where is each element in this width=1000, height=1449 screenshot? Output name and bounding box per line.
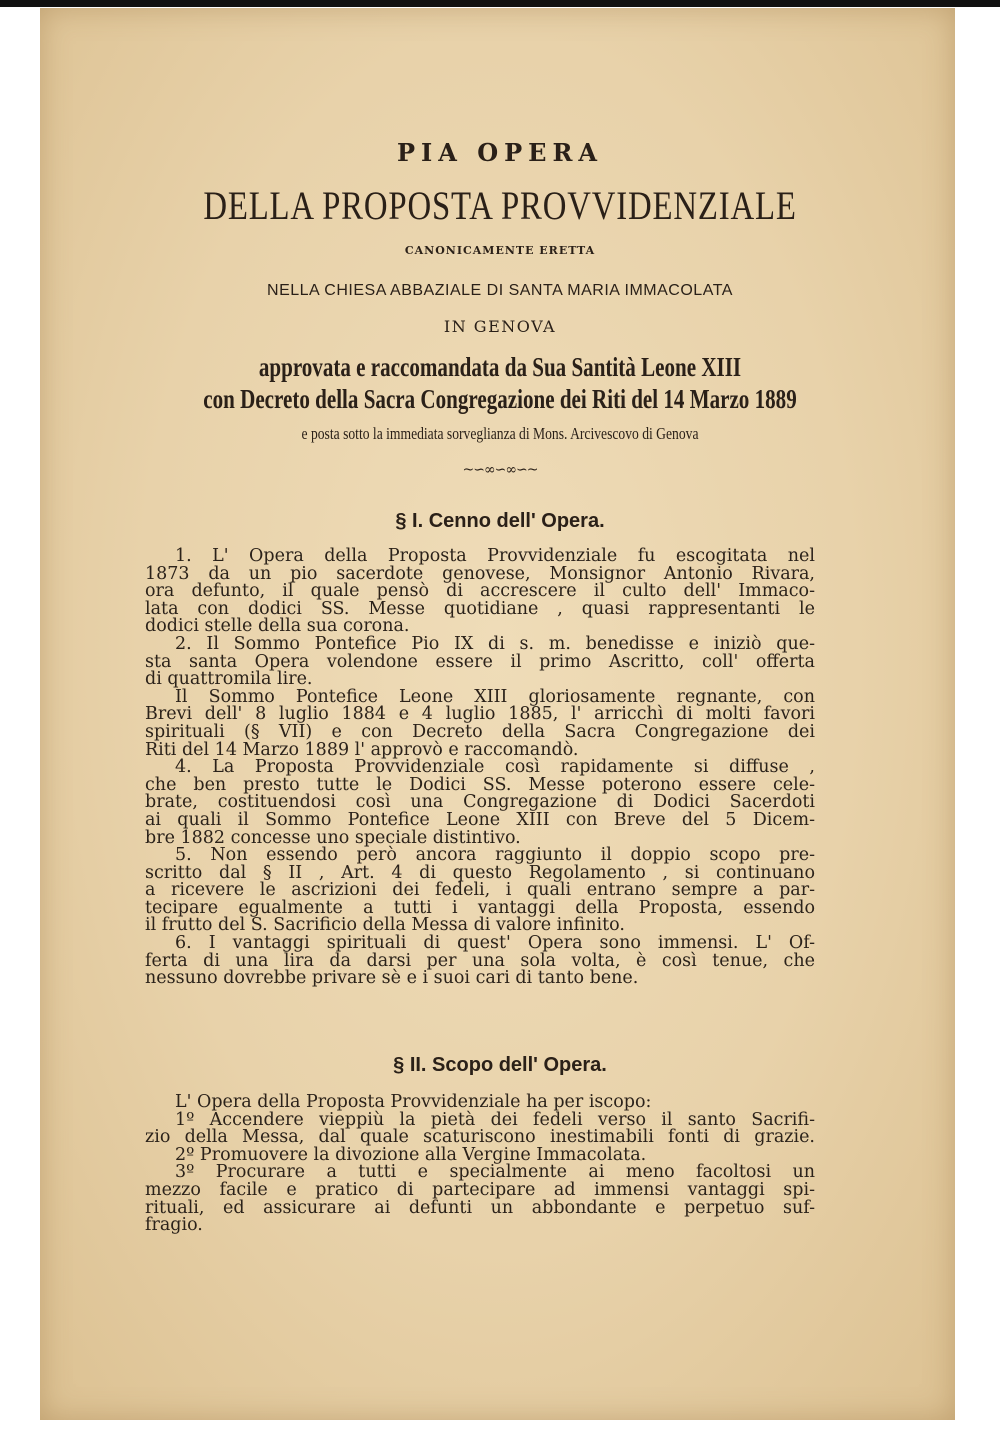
text-line: di quattromila lire. (145, 669, 313, 690)
text-line: a ricevere le ascrizioni dei fedeli, i quali entrano sempre a par- (145, 880, 815, 901)
text-line: bre 1882 concesse uno speciale distintivo. (145, 827, 521, 848)
text-line: 5. Non essendo però ancora raggiunto il doppio scopo pre- (175, 845, 815, 866)
text-line: 3º Procurare a tutti e specialmente ai meno facoltosi un (175, 1162, 815, 1183)
text-line: dodici stelle della sua corona. (145, 616, 410, 637)
text-line: mezzo facile e pratico di partecipare ad immensi vantaggi spi- (145, 1179, 815, 1200)
text-line: ferta di una lira da darsi per una sola volta, è così tenue, che (145, 950, 815, 971)
text-line: Brevi dell' 8 luglio 1884 e 4 luglio 1885, l' arricchì di molti favori (145, 704, 815, 725)
text-line: spirituali (§ VII) e con Decreto della Sacra Congregazione dei (145, 721, 815, 742)
header-line-city: IN GENOVA (443, 317, 557, 336)
section-1-heading: § I. Cenno dell' Opera. (395, 510, 605, 532)
header-line-decree: con Decreto della Sacra Congregazione dei Riti del 14 Marzo 1889 (203, 384, 797, 414)
text-line: 6. I vantaggi spirituali di quest' Opera sono immensi. L' Of- (175, 933, 815, 954)
text-line: fragio. (145, 1215, 203, 1236)
text-line: 1º Accendere vieppiù la pietà dei fedeli verso il santo Sacrifi- (175, 1109, 815, 1130)
text-line: Il Sommo Pontefice Leone XIII gloriosamente regnante, con (175, 686, 815, 707)
text-line: tecipare egualmente a tutti i vantaggi della Proposta, essendo (145, 897, 815, 918)
text-line: L' Opera della Proposta Provvidenziale ha per iscopo: (175, 1092, 652, 1112)
text-line: 1873 da un pio sacerdote genovese, Monsignor Antonio Rivara, (145, 563, 815, 584)
text-line: brate, costituendosi così una Congregazione di Dodici Sacerdoti (145, 792, 815, 813)
text-line: zio della Messa, dal quale scaturiscono inestimabili fonti di grazie. (145, 1127, 815, 1148)
text-line: ora defunto, il quale pensò di accrescere il culto dell' Immaco- (145, 581, 815, 602)
text-line: 2º Promuovere la divozione alla Vergine Immacolata. (175, 1144, 647, 1165)
header-line-approved: approvata e raccomandata da Sua Santità Leone XIII (258, 352, 742, 382)
section-2-heading: § II. Scopo dell' Opera. (393, 1054, 607, 1076)
text-line: sta santa Opera volendone essere il primo Ascritto, coll' offerta (145, 651, 815, 672)
header-line-supervision: e posta sotto la immediata sorveglianza di Mons. Arcivescovo di Genova (301, 424, 699, 443)
text-line: 1. L' Opera della Proposta Provvidenziale fu escogitata nel (175, 546, 815, 566)
text-line: 4. La Proposta Provvidenziale così rapidamente si diffuse , (175, 757, 815, 778)
section-2-body (145, 1094, 815, 1235)
text-line: rituali, ed assicurare ai defunti un abbondante e perpetuo suf- (145, 1197, 815, 1218)
text-line: 2. Il Sommo Pontefice Pio IX di s. m. benedisse e iniziò que- (175, 633, 815, 654)
text-line: il frutto del S. Sacrificio della Messa di valore infinito. (145, 915, 625, 936)
document-title: DELLA PROPOSTA PROVVIDENZIALE (203, 183, 797, 228)
ornament-divider: ~∽∞∽∞∽~ (462, 462, 538, 478)
text-line: lata con dodici SS. Messe quotidiane , quasi rappresentanti le (145, 598, 815, 619)
text-line: scritto dal § II , Art. 4 di questo Regolamento , si continuano (145, 862, 815, 883)
text-line: che ben presto tutte le Dodici SS. Messe poterono essere cele- (145, 774, 815, 795)
section-1-body (145, 548, 815, 988)
scan-border (0, 0, 1000, 7)
text-line: Riti del 14 Marzo 1889 l' approvò e raccomandò. (145, 739, 579, 760)
text-line: nessuno dovrebbe privare sè e i suoi cari di tanto bene. (145, 968, 639, 989)
header-line-pia-opera: PIA OPERA (396, 138, 604, 167)
header-line-church: NELLA CHIESA ABBAZIALE DI SANTA MARIA IMMACOLATA (267, 282, 733, 299)
header-line-canonically: CANONICAMENTE ERETTA (404, 244, 596, 257)
text-line: ai quali il Sommo Pontefice Leone XIII con Breve del 5 Dicem- (145, 809, 815, 830)
